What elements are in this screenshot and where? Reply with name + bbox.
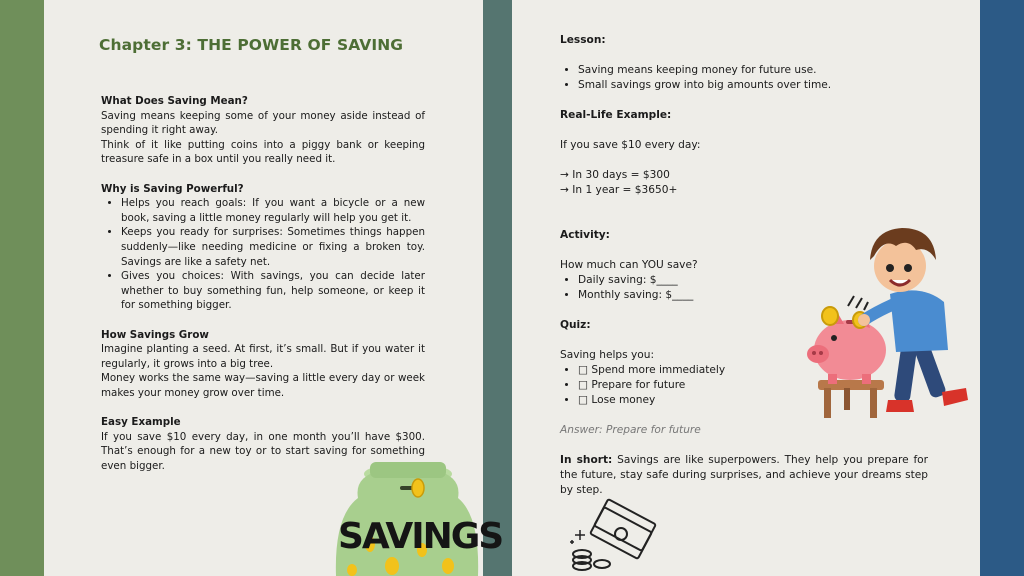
center-gutter-band xyxy=(483,0,512,576)
powerful-list xyxy=(101,196,425,313)
lesson-list xyxy=(560,63,928,93)
quiz-answer: Answer: Prepare for future xyxy=(560,424,701,436)
left-page-content xyxy=(101,94,425,473)
quiz-question: Saving helps you: xyxy=(560,349,655,361)
quiz-option: • □ Lose money xyxy=(578,393,928,408)
boy-with-piggy-bank-illustration xyxy=(804,220,974,420)
meaning-paragraph: Think of it like putting coins into a piggy bank or keeping treasure safe in a box until you really need it. xyxy=(101,138,425,166)
quiz-heading: Quiz: xyxy=(560,319,591,331)
section-heading-grow: How Savings Grow xyxy=(101,328,209,341)
grow-paragraph: Money works the same way—saving a little every day or week makes your money grow over time. xyxy=(101,372,425,399)
list-item: • Saving means keeping money for future use. xyxy=(578,63,928,78)
chapter-title: Chapter 3: THE POWER OF SAVING xyxy=(99,36,404,54)
meaning-paragraph: Saving means keeping some of your money aside instead of spending it right away. xyxy=(101,109,425,137)
lesson-heading: Lesson: xyxy=(560,34,606,46)
right-page xyxy=(512,0,980,576)
real-life-heading: Real-Life Example: xyxy=(560,109,672,121)
left-edge-band xyxy=(0,0,44,576)
quiz-option: • □ Spend more immediately xyxy=(578,363,928,378)
right-edge-band xyxy=(980,0,1024,576)
example-paragraph: If you save $10 every day, in one month you’ll have $300. That’s enough for a new toy or to start saving for something even bigger. xyxy=(101,430,425,472)
section-heading-example: Easy Example xyxy=(101,416,181,429)
real-life-line: → In 30 days = $300 xyxy=(560,169,670,181)
real-life-intro: If you save $10 every day: xyxy=(560,139,701,151)
activity-question: How much can YOU save? xyxy=(560,259,698,271)
money-cash-icon xyxy=(568,496,664,576)
summary-text: Savings are like superpowers. They help you prepare for the future, stay safe during surprises, and achieve your dreams step by step. xyxy=(560,454,929,496)
quiz-option: • □ Prepare for future xyxy=(578,378,928,393)
list-item: • Daily saving: $____ xyxy=(578,273,928,288)
savings-jar-icon xyxy=(330,458,503,576)
section-heading-powerful: Why is Saving Powerful? xyxy=(101,182,244,195)
section-heading-meaning: What Does Saving Mean? xyxy=(101,95,248,107)
jar-label: SAVINGS xyxy=(338,516,503,557)
left-page xyxy=(44,0,503,576)
list-item: • Keeps you ready for surprises: Sometimes things happen suddenly—like needing medicine or fixing a broken toy. Savings are like a safety net. xyxy=(121,225,425,269)
summary-paragraph xyxy=(560,453,928,498)
list-item: • Monthly saving: $____ xyxy=(578,288,928,303)
activity-heading: Activity: xyxy=(560,229,610,241)
list-item: • Gives you choices: With savings, you can decide later whether to buy something fun, help someone, or keep it for something bigger. xyxy=(121,269,425,313)
summary-label: In short: xyxy=(560,454,613,466)
real-life-line: → In 1 year = $3650+ xyxy=(560,184,678,196)
list-item: • Helps you reach goals: If you want a bicycle or a new book, saving a little money regularly will help you get it. xyxy=(121,196,425,225)
grow-paragraph: Imagine planting a seed. At first, it’s small. But if you water it regularly, it grows into a big tree. xyxy=(101,343,425,370)
list-item: • Small savings grow into big amounts over time. xyxy=(578,78,928,93)
